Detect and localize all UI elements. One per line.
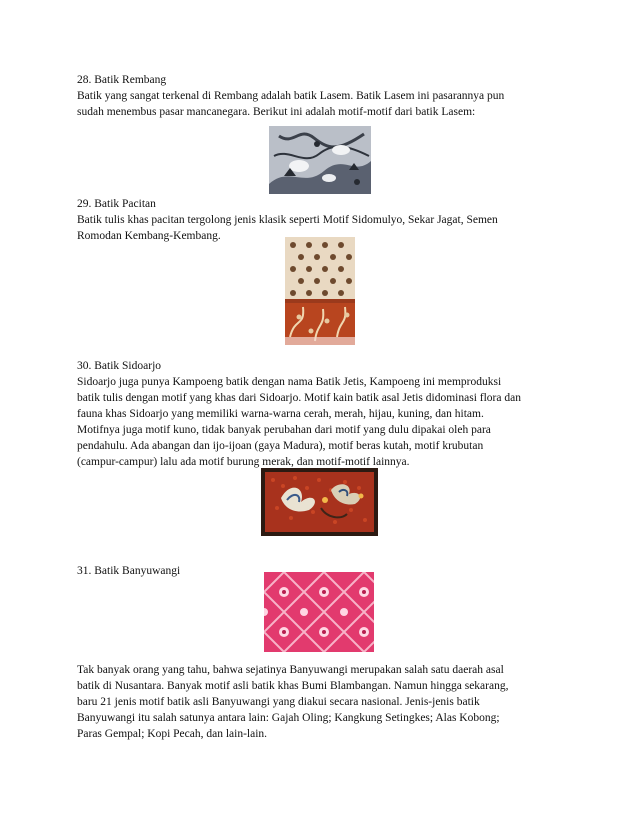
- batik-sidoarjo-image: [261, 468, 378, 536]
- paragraph-line: sudah menembus pasar mancanegara. Berikut ini adalah motif-motif dari batik Lasem:: [77, 106, 476, 118]
- section-heading: 31. Batik Banyuwangi: [77, 565, 181, 577]
- paragraph-line: batik tulis dengan motif yang khas dari Sidoarjo. Motif kain batik asal Jetis didominasi flora dan: [77, 392, 521, 404]
- section-paragraph: [77, 374, 567, 470]
- section-batik-sidoarjo: [77, 358, 567, 470]
- section-batik-rembang: [77, 72, 567, 120]
- paragraph-line: fauna khas Sidoarjo yang memiliki warna-warna cerah, merah, hijau, kuning, dan hitam.: [77, 408, 484, 420]
- paragraph-line: baru 21 jenis motif batik asli Banyuwangi yang diakui secara nasional. Jenis-jenis batik: [77, 696, 480, 708]
- section-heading: 29. Batik Pacitan: [77, 198, 156, 210]
- paragraph-line: Batik tulis khas pacitan tergolong jenis klasik seperti Motif Sidomulyo, Sekar Jagat, Semen: [77, 214, 498, 226]
- section-heading: 30. Batik Sidoarjo: [77, 360, 162, 372]
- paragraph-line: Paras Gempal; Kopi Pecah, dan lain-lain.: [77, 728, 268, 740]
- paragraph-line: batik di Nusantara. Banyak motif asli batik khas Bumi Blambangan. Namun hingga sekarang,: [77, 680, 509, 692]
- paragraph-line: Sidoarjo juga punya Kampoeng batik dengan nama Batik Jetis, Kampoeng ini memproduksi: [77, 376, 502, 388]
- paragraph-line: Tak banyak orang yang tahu, bahwa sejatinya Banyuwangi merupakan salah satu daerah asal: [77, 664, 504, 676]
- paragraph-line: Romodan Kembang-Kembang.: [77, 230, 221, 242]
- batik-lasem-image: [269, 126, 371, 194]
- batik-banyuwangi-image: [264, 572, 374, 652]
- section-banyuwangi-description: [77, 662, 567, 742]
- section-paragraph: [77, 88, 567, 120]
- paragraph-line: (campur-campur) lalu ada motif burung merak, dan motif-motif lainnya.: [77, 456, 410, 468]
- section-heading: 28. Batik Rembang: [77, 74, 167, 86]
- paragraph-line: Banyuwangi itu salah satunya antara lain: Gajah Oling; Kangkung Setingkes; Alas Kobong;: [77, 712, 500, 724]
- batik-pacitan-image: [285, 237, 355, 345]
- paragraph-line: pendahulu. Ada abangan dan ijo-ijoan (gaya Madura), motif beras kutah, motif krubutan: [77, 440, 484, 452]
- paragraph-line: Motifnya juga motif kuno, tidak banyak perubahan dari motif yang dulu dipakai oleh para: [77, 424, 491, 436]
- paragraph-line: Batik yang sangat terkenal di Rembang adalah batik Lasem. Batik Lasem ini pasarannya pun: [77, 90, 505, 102]
- section-paragraph: [77, 662, 567, 742]
